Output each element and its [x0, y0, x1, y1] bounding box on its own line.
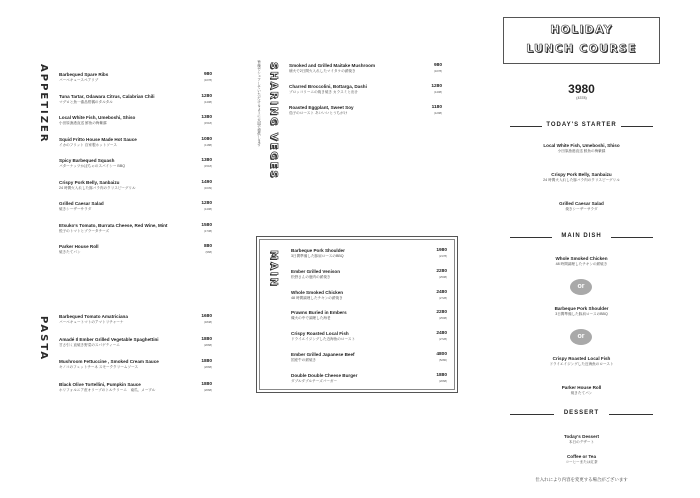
course-main	[510, 356, 653, 367]
menu-item-name: Smoked and Grilled Maitake Mushroom	[289, 63, 376, 68]
menu-item	[59, 359, 159, 370]
menu-item-price: 4800	[436, 352, 447, 357]
dessert-section-label: DESSERT	[563, 410, 600, 416]
menu-item-price-tax: (1848)	[203, 320, 212, 324]
menu-item-name: Spicy Barbequed Squash	[59, 158, 115, 163]
menu-item-price-block	[417, 373, 447, 383]
menu-item-jp: バーベキュースペアリブ	[59, 78, 99, 82]
menu-item-price-tax: (2068)	[438, 378, 447, 383]
menu-item-price: 2480	[436, 331, 447, 337]
menu-item	[291, 290, 343, 301]
menu-item-price-tax: (1078)	[433, 69, 442, 73]
menu-item-price: 1880	[201, 336, 212, 342]
course-main-jp: 48 時間調理したチキンの薪焼き	[555, 262, 608, 266]
menu-item	[291, 331, 355, 342]
menu-item-jp: 燻火で2日間火入れしたマイタケの薪焼き	[289, 69, 356, 73]
menu-item-price-block	[182, 137, 212, 147]
menu-item	[59, 382, 155, 393]
menu-item	[59, 180, 136, 191]
menu-item-jp: キノコのフェットチーネ スモーククリームソース	[59, 365, 139, 369]
course-main	[510, 306, 653, 317]
menu-item-jp: マグロと魚一番品柑橘のタルタル	[59, 99, 113, 104]
menu-item-jp: ブロッコリーニの焼き焼き カラスミと出汁	[289, 90, 359, 94]
menu-item-price-block	[182, 223, 212, 233]
menu-item-price-tax: (1738)	[203, 228, 212, 233]
menu-item-price-block	[182, 201, 212, 211]
menu-item	[291, 373, 357, 384]
menu-item-price: 1680	[201, 314, 212, 319]
menu-item-name: Etsuko's Tomato, Burrata Cheese, Red Wine, Mint	[59, 222, 168, 228]
menu-item-name: Grilled Caesar Salad	[59, 201, 104, 206]
menu-item-price-block	[182, 115, 212, 125]
menu-item-price-tax: (2178)	[438, 254, 447, 258]
pasta-title: PASTA	[38, 316, 49, 362]
menu-item-jp: 熾火の中で調理した海老	[291, 316, 331, 321]
menu-item-price-tax: (2728)	[438, 295, 447, 300]
menu-item-price-block	[417, 331, 447, 341]
course-starter	[510, 201, 653, 212]
course-dessert	[510, 434, 653, 445]
course-title-line1: HOLIDAY	[550, 23, 613, 36]
menu-item-price-block	[182, 244, 212, 254]
menu-item-jp: 松野さんの鹿肉の薪焼き	[291, 274, 331, 279]
menu-item-price-tax: (968)	[205, 250, 212, 254]
menu-item-jp: ドライエイジングした近海魚のロースト	[291, 337, 356, 342]
menu-item-price: 1880	[201, 381, 212, 387]
dessert-section-header	[510, 409, 653, 419]
menu-item-name: Double Double Cheese Burger	[291, 372, 358, 378]
menu-item-price: 1280	[201, 201, 212, 206]
course-bread-en: Parker House Roll	[561, 385, 602, 390]
menu-item-name: Mushroom Fettuccine , Smoked Cream Sauce	[59, 359, 159, 364]
starter-en: Grilled Caesar Salad	[559, 201, 604, 206]
menu-item	[59, 337, 159, 348]
menu-item	[59, 115, 135, 126]
menu-item-price-block	[182, 382, 212, 392]
menu-item-jp: バターナッツかぼちゃのスパイシー BBQ	[59, 164, 126, 168]
menu-item-name: Barbequed Tomato Amatriciana	[59, 314, 128, 319]
menu-item-name: Crispy Pork Belly, Sanbaizu	[59, 179, 120, 185]
menu-item	[59, 158, 125, 169]
menu-item-jp: 小田原漁港直送 鮮魚の梅紫蘇	[59, 121, 107, 125]
menu-item-jp: 3日間準備した豚肩ロースのBBQ	[291, 254, 344, 258]
course-dessert	[510, 454, 653, 465]
course-main-en: Barbeque Pork Shoulder	[554, 306, 609, 311]
main-title: MAIN	[268, 250, 279, 288]
menu-item-price-tax: (1518)	[203, 164, 212, 168]
menu-item-price-block	[182, 359, 212, 369]
course-main-jp: 3日間準備した豚肩ロースのBBQ	[555, 312, 608, 316]
menu-item-price-tax: (2068)	[203, 365, 212, 369]
menu-item-price-block	[412, 63, 442, 73]
sharing-subtitle: 皆様でシェアしていただけるように大皿で提供します	[257, 60, 262, 147]
menu-item-price-block	[417, 352, 447, 362]
menu-item-price-tax: (1078)	[203, 78, 212, 82]
menu-item-jp: ダブルダブルチーズバーガー	[291, 378, 338, 383]
menu-item	[59, 137, 137, 148]
menu-item-jp: 焼きたてパン	[59, 250, 81, 254]
menu-item-price-block	[182, 94, 212, 104]
menu-item-price-tax: (2508)	[438, 274, 447, 279]
menu-item-price-block	[417, 248, 447, 258]
menu-item-price-block	[182, 158, 212, 168]
menu-item-price-tax: (5280)	[438, 358, 447, 362]
starter-en: Local White Fish, Umeboshi, Shiso	[543, 143, 620, 148]
menu-item-name: Prawns Buried in Embers	[291, 310, 347, 316]
menu-item-price-block	[182, 314, 212, 324]
menu-item-name: Barbeque Pork Shoulder	[291, 248, 345, 253]
menu-item	[59, 72, 108, 83]
course-main-en: Whole Smoked Chicken	[555, 256, 608, 261]
course-price: 3980	[568, 82, 595, 96]
menu-item	[59, 223, 167, 234]
menu-item-price: 1380	[201, 158, 212, 163]
menu-item-price-tax: (2508)	[438, 316, 447, 321]
menu-item	[291, 310, 347, 321]
menu-item-price: 1280	[201, 93, 212, 99]
menu-item-price-tax: (1408)	[203, 99, 212, 104]
menu-item-name: Parker House Roll	[59, 244, 99, 249]
menu-item-name: Charred Broccolini, Bottarga, Dashi	[289, 84, 367, 89]
menu-item-price: 1490	[201, 179, 212, 185]
starter-en: Crispy Pork Belly, Sanbaizu	[551, 172, 612, 177]
menu-item-name: Squid Fritto House Made Hot Sauce	[59, 136, 137, 142]
course-price-block	[510, 83, 653, 101]
menu-item-price-tax: (1518)	[203, 121, 212, 125]
menu-item	[59, 201, 104, 212]
main-dish-section-label: MAIN DISH	[561, 233, 602, 239]
course-footer-note: 仕入れにより内容を変更する場合がございます	[535, 477, 628, 482]
menu-item-price-tax: (1188)	[204, 142, 212, 147]
course-title-line2: LUNCH COURSE	[526, 42, 637, 55]
menu-item-price: 2480	[436, 289, 447, 295]
menu-item	[291, 248, 345, 259]
menu-item-price-tax: (2728)	[438, 337, 447, 342]
course-title-frame	[503, 17, 660, 64]
menu-item-jp: 焼きシーザーサラダ	[59, 207, 92, 211]
dessert-jp: 本日のデザート	[568, 440, 595, 444]
course-main	[510, 256, 653, 267]
course-bread	[510, 385, 653, 396]
menu-item-name: Amadé Il Ember Grilled Vegetable Spaghettini	[59, 336, 159, 342]
menu-item-jp: 24 時間火入れした豚バラ肉のクリスピーグリル	[59, 185, 136, 190]
menu-item-price-block	[412, 105, 442, 115]
or-badge: or	[570, 279, 592, 295]
menu-item	[59, 94, 155, 105]
starter-section-label: TODAY'S STARTER	[546, 122, 617, 128]
menu-item-price-block	[182, 72, 212, 82]
or-badge: or	[570, 329, 592, 345]
menu-item-price: 1280	[431, 84, 442, 89]
menu-item-price: 980	[203, 72, 212, 77]
menu-item-price: 2280	[436, 268, 447, 274]
menu-item	[59, 314, 128, 325]
menu-item-price: 1380	[201, 115, 212, 120]
menu-item-jp: イカのフリット 自家製ホットソース	[59, 142, 117, 147]
starter-jp: 24 時間火入れした豚バラ肉のクリスピーグリル	[543, 178, 620, 182]
menu-item-price: 980	[433, 63, 442, 68]
menu-item-price: 1880	[201, 359, 212, 364]
menu-item-price-tax: (2068)	[203, 387, 212, 392]
menu-item-jp: 48 時間調理したチキンの薪焼き	[291, 295, 343, 300]
menu-item-price-block	[417, 310, 447, 320]
menu-item-name: Whole Smoked Chicken	[291, 289, 344, 295]
menu-item-name: Local White Fish, Umeboshi, Shiso	[59, 115, 136, 120]
dessert-en: Coffee or Tea	[566, 454, 596, 459]
menu-item-price-block	[417, 269, 447, 279]
sharing-title: SHARING VEGES	[268, 62, 279, 180]
menu-item	[291, 269, 340, 280]
menu-item-jp: ホリフォルニア産オリーブのトルテリーニ 南瓜、メープル	[59, 387, 156, 392]
menu-item-price-block	[412, 84, 442, 94]
menu-item-price: 880	[203, 244, 212, 249]
course-main-jp: ドライエイジングした近海魚のロースト	[549, 362, 614, 366]
menu-item-name: Black Olive Tortellini, Pumpkin Sauce	[59, 381, 141, 387]
menu-item-jp: 茄子のロースト あいいいとうちがけ	[289, 111, 348, 115]
appetizer-title: APPETIZER	[38, 64, 49, 144]
menu-item-price-tax: (1639)	[203, 185, 212, 190]
menu-item	[289, 63, 375, 74]
menu-item-name: Ember Grilled Japanese Beef	[291, 352, 355, 357]
menu-item-price: 1080	[201, 136, 212, 142]
menu-item-price-block	[182, 337, 212, 347]
starter-jp: 焼きシーザーサラダ	[565, 207, 598, 211]
menu-item-name: Crispy Roasted Local Fish	[291, 331, 349, 337]
dessert-jp: コーヒーまたは紅茶	[565, 460, 598, 464]
menu-item-name: Roasted Eggplant, Sweet Soy	[289, 105, 354, 110]
starter-jp: 小田原漁港直送 鮮魚の梅紫蘇	[557, 149, 606, 153]
menu-item-jp: バーベキュートマトのアマトリチャーナ	[59, 320, 124, 324]
menu-item-price-tax: (2068)	[203, 342, 212, 347]
menu-item-name: Tuna Tartar, Odawara Citrus, Calabrian Chili	[59, 93, 155, 99]
menu-item-jp: 甘さ引く直焼き野菜のスパゲティーニ	[59, 342, 120, 347]
dessert-en: Today's Dessert	[564, 434, 599, 439]
menu-item-price-block	[182, 180, 212, 190]
menu-item-price: 1880	[436, 372, 447, 378]
course-starter	[510, 172, 653, 183]
menu-item-price-block	[417, 290, 447, 300]
course-price-tax: (4378)	[576, 96, 587, 100]
course-starter	[510, 143, 653, 154]
menu-item-price-tax: (1298)	[433, 111, 442, 115]
menu-item-name: Barbequed Spare Ribs	[59, 72, 109, 77]
menu-item-price-tax: (1408)	[433, 90, 442, 94]
menu-item	[291, 352, 355, 363]
menu-item-price: 1580	[201, 222, 212, 228]
menu-item	[289, 84, 367, 95]
menu-item-name: Ember Grilled Venison	[291, 268, 341, 274]
main-dish-section-header	[510, 232, 653, 242]
menu-item	[59, 244, 99, 255]
menu-item-price: 1180	[431, 105, 442, 110]
starter-section-header	[510, 121, 653, 131]
menu-item-price-tax: (1408)	[203, 207, 212, 211]
menu-item-jp: 国産牛の薪焼き	[291, 358, 317, 362]
course-main-en: Crispy Roasted Local Fish	[552, 356, 611, 361]
menu-item-jp: 悦子のトマトとブラータチーズ	[59, 228, 110, 233]
course-bread-jp: 焼きたてパン	[570, 391, 593, 395]
menu-item-price: 1980	[436, 248, 447, 253]
menu-item-price: 2280	[436, 310, 447, 316]
menu-item	[289, 105, 354, 116]
